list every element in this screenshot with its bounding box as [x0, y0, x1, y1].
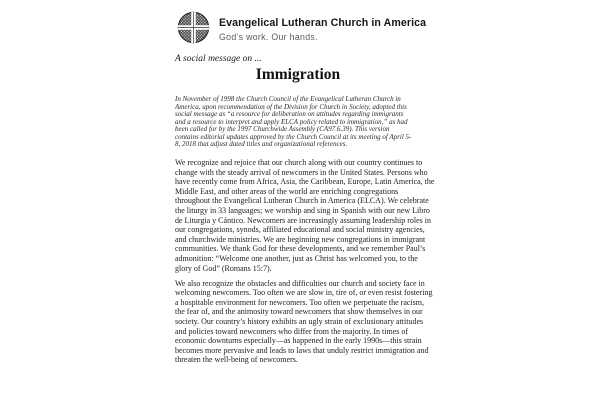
header: [177, 11, 426, 44]
body-text: [175, 158, 435, 370]
org-name: Evangelical Lutheran Church in America: [219, 17, 427, 29]
brand-block: [219, 17, 426, 42]
kicker-line: A social message on ...: [175, 54, 262, 64]
document-title: Immigration: [255, 66, 341, 83]
paragraph-1: We recognize and rejoice that our church along with our country continues to change with the steady arrival of newcomers in the United States. Persons who have recently come from Africa, Asia, the Caribbean, Europe, Latin America, the Middle East, and other areas of the world are enriching congregations throughout the Evangelical Lutheran Church in America (ELCA). We celebrate the liturgy in 33 languages; we worship and sing in Spanish with our new Libro de Liturgia y Cántico. Newcomers are increasingly assuming leadership roles in our congregations, synods, affiliated educational and social ministry agencies, and churchwide ministries. We are beginning new congregations in immigrant communities. We thank God for these developments, and we remember Paul’s admonition: “Welcome one another, just as Christ has welcomed you, to the glory of God” (Romans 15:7).: [175, 158, 435, 273]
paragraph-2: We also recognize the obstacles and difficulties our church and society face in welcoming newcomers. Too often we are slow in, tire of, or even resist fostering a hospitable environment for newcomers. Too often we perpetuate the racism, the fear of, and the animosity toward newcomers that show themselves in our society. Our country’s history exhibits an ugly strain of exclusionary attitudes and policies toward newcomers who differ from the majority. In times of economic downturns especially—as happened in the early 1990s—this strain becomes more pervasive and leads to laws that unduly restrict immigration and threaten the well-being of newcomers.: [175, 278, 433, 365]
editorial-note: In November of 1998 the Church Council of the Evangelical Lutheran Church in America, upon recommendation of the Division for Church in Society, adopted this social message as “a resource for deliberation on attitudes regarding immigrants and a resource to interpret and apply ELCA policy related to immigration,” as had been called for by the 1997 Churchwide Assembly (CA97.6.39). This version contains editorial updates approved by the Church Council at its meeting of April 5-8, 2018 that adjust dated titles and organizational references.: [175, 95, 412, 149]
elca-emblem-icon: [177, 11, 210, 44]
org-tagline: God’s work. Our hands.: [219, 31, 318, 42]
